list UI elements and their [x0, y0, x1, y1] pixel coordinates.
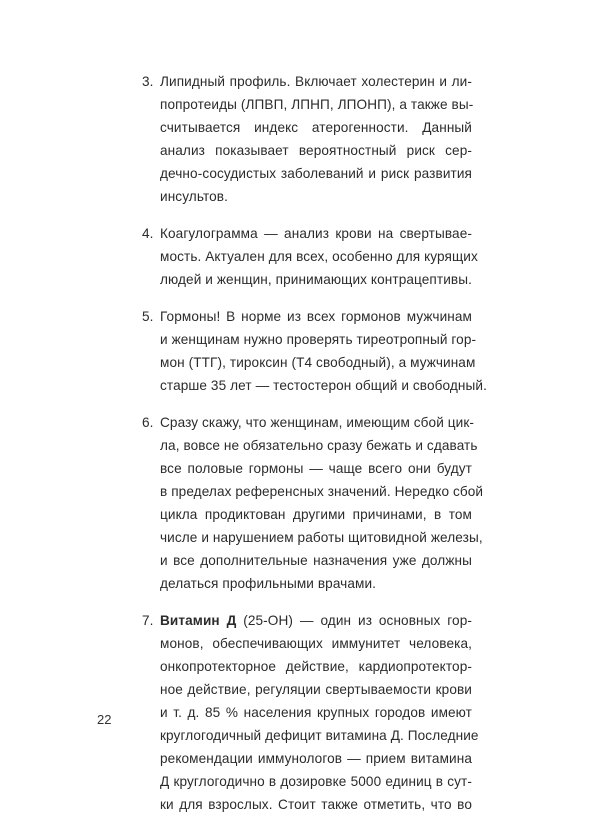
list-item-7 [142, 609, 479, 816]
numbered-list [142, 70, 487, 830]
text-line: онкопротекторное действие, кардиопротектор- [160, 659, 472, 674]
list-item-6 [142, 411, 484, 595]
list-item-number: 6. [142, 415, 154, 430]
text-line: все половые гормоны — чаще всего они будут [160, 461, 472, 476]
list-item-number: 7. [142, 613, 154, 628]
text-fragment: (25-ОН) — один из основных гор- [236, 613, 472, 628]
list-item-number: 3. [142, 74, 154, 89]
text-line: мон (ТТГ), тироксин (Т4 свободный), а мужчинам [160, 355, 476, 370]
list-item-number: 4. [142, 226, 154, 241]
text-line [160, 609, 472, 632]
text-line: людей и женщин, принимающих контрацептивы. [160, 272, 472, 287]
text-line: инсультов. [160, 189, 228, 204]
text-line: в пределах референсных значений. Нередко сбой [160, 484, 484, 499]
list-item-3 [142, 70, 472, 208]
list-item-5 [142, 305, 487, 397]
text-line: и женщинам нужно проверять тиреотропный гор- [160, 332, 477, 347]
text-line: Коагулограмма — анализ крови на свертывае- [160, 226, 472, 241]
text-line: рекомендации иммунологов — прием витамина [160, 751, 472, 766]
text-line: старше 35 лет — тестостерон общий и свободный. [160, 378, 487, 393]
text-line: ла, вовсе не обязательно сразу бежать и сдавать [160, 438, 478, 453]
text-line: Гормоны! В норме из всех гормонов мужчинам [160, 309, 472, 324]
text-line: круглогодичный дефицит витамина Д. Последние [160, 728, 479, 743]
text-line: Д круглогодично в дозировке 5000 единиц в сут- [160, 774, 472, 789]
text-line: ное действие, регуляции свертываемости крови [160, 682, 472, 697]
text-line: попротеиды (ЛПВП, ЛПНП, ЛПОНП), а также вы- [160, 97, 474, 112]
text-line: дечно-сосудистых заболеваний и риск развития [160, 166, 472, 181]
text-line: цикла продиктован другими причинами, в том [160, 507, 472, 522]
list-item-number: 5. [142, 309, 154, 324]
list-item-4 [142, 222, 478, 291]
text-line: монов, обеспечивающих иммунитет человека, [160, 636, 472, 651]
text-line: Липидный профиль. Включает холестерин и ли- [160, 74, 472, 89]
page-number: 22 [97, 712, 112, 727]
text-line: анализ показывает вероятностный риск сер- [160, 143, 472, 158]
text-line: и все дополнительные назначения уже должны [160, 553, 472, 568]
text-line: мость. Актуален для всех, особенно для курящих [160, 249, 478, 264]
text-line: Сразу скажу, что женщинам, имеющим сбой цик- [160, 415, 475, 430]
text-line: числе и нарушением работы щитовидной железы, [160, 530, 483, 545]
bold-term: Витамин Д [160, 613, 237, 628]
text-line: делаться профильными врачами. [160, 576, 377, 591]
text-line: и т. д. 85 % населения крупных городов имеют [160, 705, 472, 720]
text-line: считывается индекс атерогенности. Данный [160, 120, 472, 135]
text-line: ки для взрослых. Стоит также отметить, что во [160, 797, 472, 812]
